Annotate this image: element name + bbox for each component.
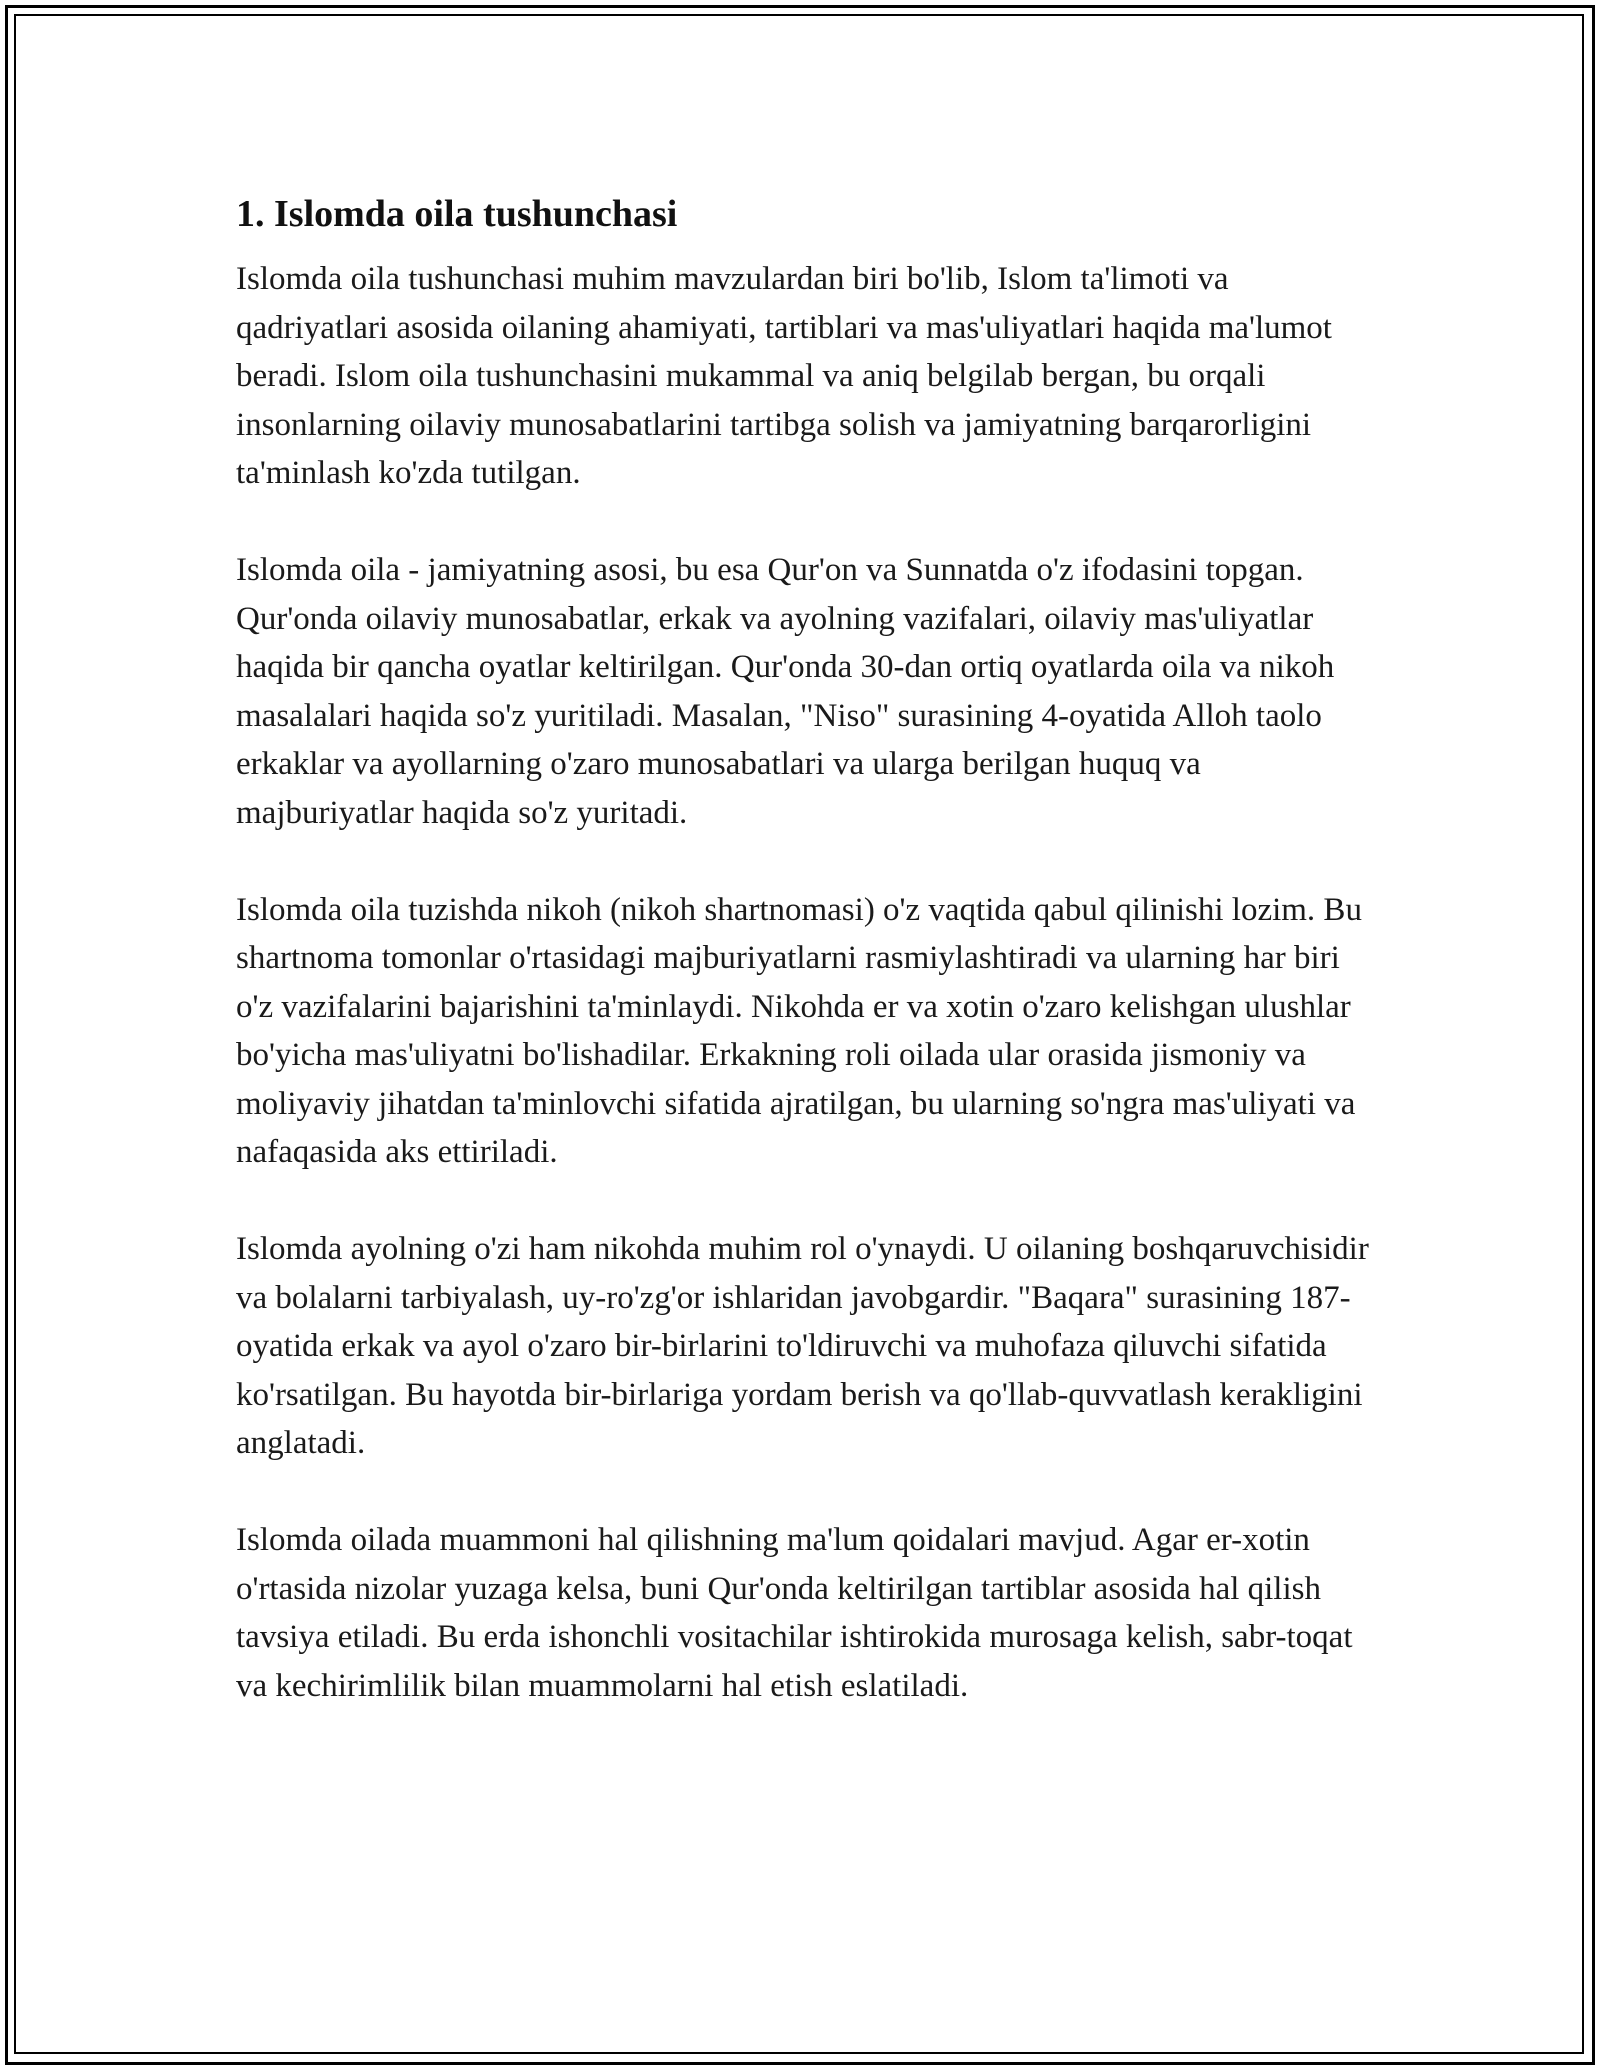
document-body (236, 185, 1376, 1759)
paragraph-2: Islomda oila - jamiyatning asosi, bu esa Qur'on va Sunnatda o'z ifodasini topgan. Qur'onda oilaviy munosabatlar, erkak va ayolning vazifalari, oilaviy mas'uliyatlar haqida bir qancha oyatlar keltirilgan. Qur'onda 30-dan ortiq oyatlarda oila va nikoh masalalari haqida so'z yuritiladi. Masalan, "Niso" surasining 4-oyatida Alloh taolo erkaklar va ayollarning o'zaro munosabatlari va ularga berilgan huquq va majburiyatlar haqida so'z yuritadi. (236, 552, 1335, 831)
page-title: 1. Islomda oila tushunchasi (236, 193, 678, 235)
paragraph-1: Islomda oila tushunchasi muhim mavzulardan biri bo'lib, Islom ta'limoti va qadriyatlari asosida oilaning ahamiyati, tartiblari va mas'uliyatlari haqida ma'lumot beradi. Islom oila tushunchasini mukammal va aniq belgilab bergan, bu orqali insonlarning oilaviy munosabatlarini tartibga solish va jamiyatning barqarorligini ta'minlash ko'zda tutilgan. (236, 261, 1332, 491)
paragraph-4: Islomda ayolning o'zi ham nikohda muhim rol o'ynaydi. U oilaning boshqaruvchisidir va bolalarni tarbiyalash, uy-ro'zg'or ishlaridan javobgardir. "Baqara" surasining 187-oyatida erkak va ayol o'zaro bir-birlarini to'ldiruvchi va muhofaza qiluvchi sifatida ko'rsatilgan. Bu hayotda bir-birlariga yordam berish va qo'llab-quvvatlash kerakligini anglatadi. (236, 1231, 1369, 1461)
paragraph-5: Islomda oilada muammoni hal qilishning ma'lum qoidalari mavjud. Agar er-xotin o'rtasida nizolar yuzaga kelsa, buni Qur'onda keltirilgan tartiblar asosida hal qilish tavsiya etiladi. Bu erda ishonchli vositachilar ishtirokida murosaga kelish, sabr-toqat va kechirimlilik bilan muammolarni hal etish eslatiladi. (236, 1522, 1353, 1704)
paragraph-3: Islomda oila tuzishda nikoh (nikoh shartnomasi) o'z vaqtida qabul qilinishi lozim. Bu shartnoma tomonlar o'rtasidagi majburiyatlarni rasmiylashtiradi va ularning har biri o'z vazifalarini bajarishini ta'minlaydi. Nikohda er va xotin o'zaro kelishgan ulushlar bo'yicha mas'uliyatni bo'lishadilar. Erkakning roli oilada ular orasida jismoniy va moliyaviy jihatdan ta'minlovchi sifatida ajratilgan, bu ularning so'ngra mas'uliyati va nafaqasida aks ettiriladi. (236, 891, 1362, 1170)
